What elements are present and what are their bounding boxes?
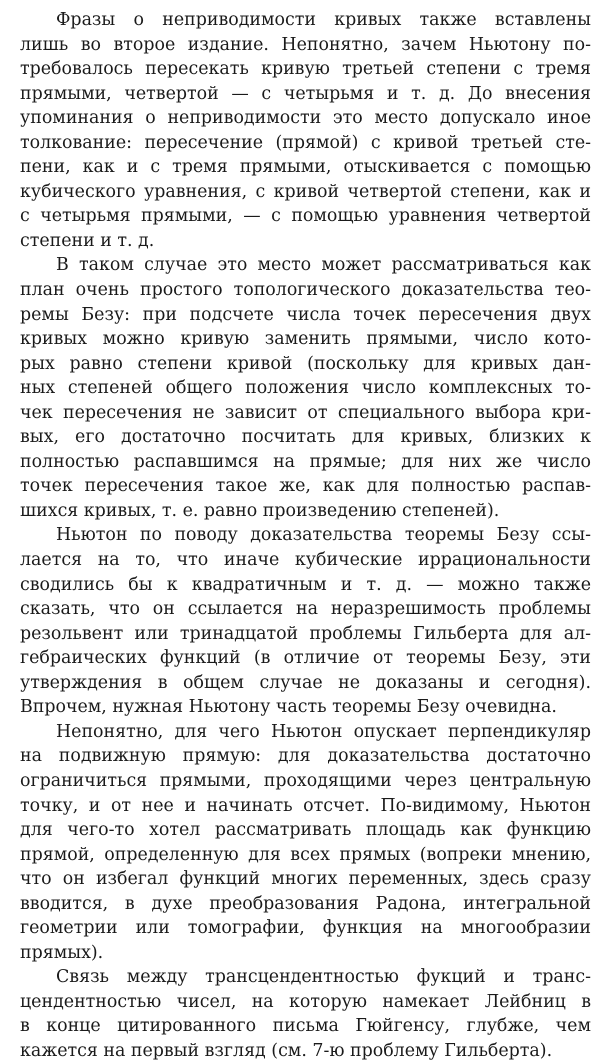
- text-line: цендентностью чисел, на которую намекает Лейбниц в: [20, 991, 591, 1012]
- text-line: полностью распавшимся на прямые; для них же число: [20, 451, 591, 472]
- paragraph-transcendence: [20, 965, 591, 1063]
- text-line: ремы Безу: при подсчете числа точек пересечения двух: [20, 304, 591, 325]
- text-line: вводится, в духе преобразования Радона, интегральной: [20, 893, 591, 914]
- paragraph-bezout-proof: [20, 253, 591, 523]
- text-line: резольвент или тринадцатой проблемы Гильберта для ал-: [20, 623, 591, 644]
- text-line: чек пересечения не зависит от специального выбора кри-: [20, 402, 591, 423]
- text-line: гебраических функций (в отличие от теоремы Безу, эти: [20, 648, 591, 669]
- text-line: точек пересечения такое же, как для полностью распав-: [20, 476, 591, 497]
- text-line: Фразы о неприводимости кривых также вставлены: [56, 10, 591, 30]
- text-line: прямой, определенную для всех прямых (вопреки мнению,: [20, 844, 591, 865]
- text-line: сказать, что он ссылается на неразрешимость проблемы: [20, 599, 591, 620]
- text-line: для чего-то хотел рассматривать площадь как функцию: [20, 820, 591, 841]
- text-line: ных степеней общего положения число комплексных то-: [20, 378, 591, 399]
- text-line: Впрочем, нужная Ньютону часть теоремы Безу очевидна.: [20, 697, 557, 718]
- text-line: лается на то, что иначе кубические иррациональности: [20, 550, 591, 571]
- text-line: рых равно степени кривой (поскольку для кривых дан-: [20, 353, 591, 374]
- text-line: ограничиться прямыми, проходящими через центральную: [20, 770, 591, 791]
- text-line: степени и т. д.: [20, 230, 155, 251]
- text-line: пени, как и с тремя прямыми, отыскивается с помощью: [20, 157, 591, 178]
- paragraph-irreducibility: [20, 8, 591, 253]
- text-line: утверждения в общем случае не доказаны и сегодня).: [20, 672, 591, 693]
- text-line: Связь между трансцендентностью фукций и транс-: [56, 967, 591, 988]
- text-line: толкование: пересечение (прямой) с кривой третьей сте-: [20, 132, 591, 153]
- book-page: [20, 8, 591, 1064]
- text-line: упоминания о неприводимости это место допускало иное: [20, 108, 591, 129]
- text-line: в конце цитированного письма Гюйгенсу, глубже, чем: [20, 1016, 591, 1037]
- text-line: Непонятно, для чего Ньютон опускает перпендикуляр: [56, 721, 591, 742]
- text-line: лишь во второе издание. Непонятно, зачем Ньютону по-: [20, 34, 591, 55]
- text-line: геометрии или томографии, функция на многообразии: [20, 918, 591, 939]
- text-line: прямыми, четвертой — с четырьмя и т. д. До внесения: [20, 83, 591, 104]
- text-line: прямых).: [20, 942, 104, 963]
- text-line: В таком случае это место может рассматриваться как: [56, 255, 591, 276]
- text-line: кубического уравнения, с кривой четвертой степени, как и: [20, 181, 591, 202]
- text-line: что он избегал функций многих переменных, здесь сразу: [20, 869, 591, 890]
- text-line: Ньютон по поводу доказательства теоремы Безу ссы-: [56, 525, 591, 546]
- text-line: с четырьмя прямыми, — с помощью уравнения четвертой: [20, 206, 591, 227]
- text-line: кажется на первый взгляд (см. 7-ю проблему Гильберта).: [20, 1040, 553, 1061]
- paragraph-perpendicular: [20, 720, 591, 965]
- text-line: план очень простого топологического доказательства тео-: [20, 280, 591, 301]
- paragraph-newton-bezout: [20, 523, 591, 719]
- text-line: точку, и от нее и начинать отсчет. По-видимому, Ньютон: [20, 795, 591, 816]
- text-line: вых, его достаточно посчитать для кривых, близких к: [20, 427, 591, 448]
- text-line: требовалось пересекать кривую третьей степени с тремя: [20, 59, 591, 80]
- text-line: кривых можно кривую заменить прямыми, число кото-: [20, 329, 591, 350]
- text-line: шихся кривых, т. е. равно произведению степеней).: [20, 500, 500, 521]
- text-line: сводились бы к квадратичным и т. д. — можно также: [20, 574, 591, 595]
- text-line: на подвижную прямую: для доказательства достаточно: [20, 746, 591, 767]
